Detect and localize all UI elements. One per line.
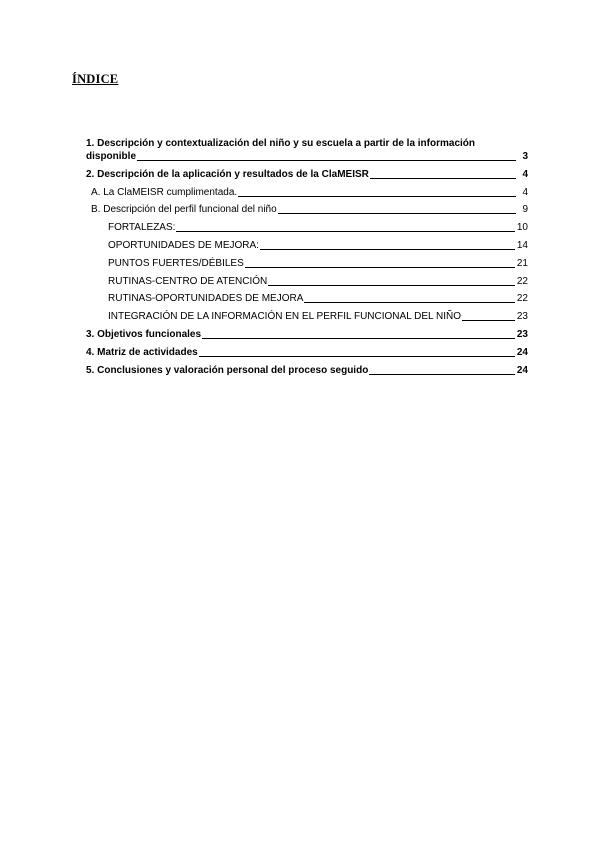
toc-page-number: 9 <box>522 204 528 216</box>
toc-entry-2a[interactable] <box>86 186 528 199</box>
dot-leader <box>462 319 515 321</box>
toc-page-number: 23 <box>516 311 528 323</box>
toc-entry-label: FORTALEZAS: <box>108 222 176 234</box>
toc-entry-label: 2. Descripción de la aplicación y resultados de la ClaMEISR <box>86 168 369 180</box>
toc-page-number: 4 <box>522 168 528 180</box>
dot-leader <box>199 355 515 357</box>
toc-entry-5[interactable] <box>86 364 528 377</box>
toc-entry-label: OPORTUNIDADES DE MEJORA: <box>108 239 259 251</box>
toc-entry-1[interactable] <box>86 137 528 163</box>
dot-leader <box>369 373 515 375</box>
toc-page-number: 24 <box>516 364 528 376</box>
toc-entry-3[interactable] <box>86 328 528 341</box>
toc-page-number: 22 <box>516 293 528 305</box>
table-of-contents <box>86 137 528 381</box>
toc-entry-rutinas-oportunidades[interactable] <box>86 292 528 305</box>
toc-entry-2[interactable] <box>86 168 528 181</box>
dot-leader <box>370 177 516 179</box>
toc-entry-2b[interactable] <box>86 203 528 216</box>
toc-entry-puntos[interactable] <box>86 257 528 270</box>
dot-leader <box>238 195 516 197</box>
dot-leader <box>245 266 515 268</box>
toc-entry-integracion[interactable] <box>86 310 528 323</box>
dot-leader <box>260 248 515 250</box>
toc-page-number: 21 <box>516 257 528 269</box>
toc-entry-label: 3. Objetivos funcionales <box>86 328 202 340</box>
dot-leader <box>268 284 515 286</box>
toc-entry-label: 4. Matriz de actividades <box>86 346 198 358</box>
dot-leader <box>202 337 515 339</box>
toc-page-number: 23 <box>516 328 528 340</box>
toc-entry-fortalezas[interactable] <box>86 221 528 234</box>
toc-entry-label: RUTINAS-CENTRO DE ATENCIÓN <box>108 275 268 287</box>
toc-entry-label: INTEGRACIÓN DE LA INFORMACIÓN EN EL PERFIL FUNCIONAL DEL NIÑO <box>108 311 462 323</box>
toc-entry-4[interactable] <box>86 346 528 359</box>
dot-leader <box>304 301 514 303</box>
dot-leader <box>137 159 516 161</box>
toc-entry-label: A. La ClaMEISR cumplimentada. <box>91 186 238 198</box>
toc-entry-oportunidades[interactable] <box>86 239 528 252</box>
toc-entry-label-continued: disponible <box>86 151 136 162</box>
toc-entry-label: 1. Descripción y contextualización del niño y su escuela a partir de la información <box>86 138 476 149</box>
toc-page-number: 22 <box>516 275 528 287</box>
toc-entry-label: PUNTOS FUERTES/DÉBILES <box>108 257 244 269</box>
dot-leader <box>176 230 514 232</box>
toc-page-number: 4 <box>522 186 528 198</box>
toc-entry-label: 5. Conclusiones y valoración personal del proceso seguido <box>86 364 369 376</box>
toc-page-number: 10 <box>516 222 528 234</box>
toc-entry-label: B. Descripción del perfil funcional del niño <box>91 204 277 216</box>
toc-entry-label: RUTINAS-OPORTUNIDADES DE MEJORA <box>108 293 304 305</box>
dot-leader <box>278 212 516 214</box>
index-title: ÍNDICE <box>72 72 119 86</box>
toc-page-number: 14 <box>516 239 528 251</box>
toc-entry-rutinas-centro[interactable] <box>86 275 528 288</box>
toc-page-number: 3 <box>522 151 528 162</box>
toc-page-number: 24 <box>516 346 528 358</box>
